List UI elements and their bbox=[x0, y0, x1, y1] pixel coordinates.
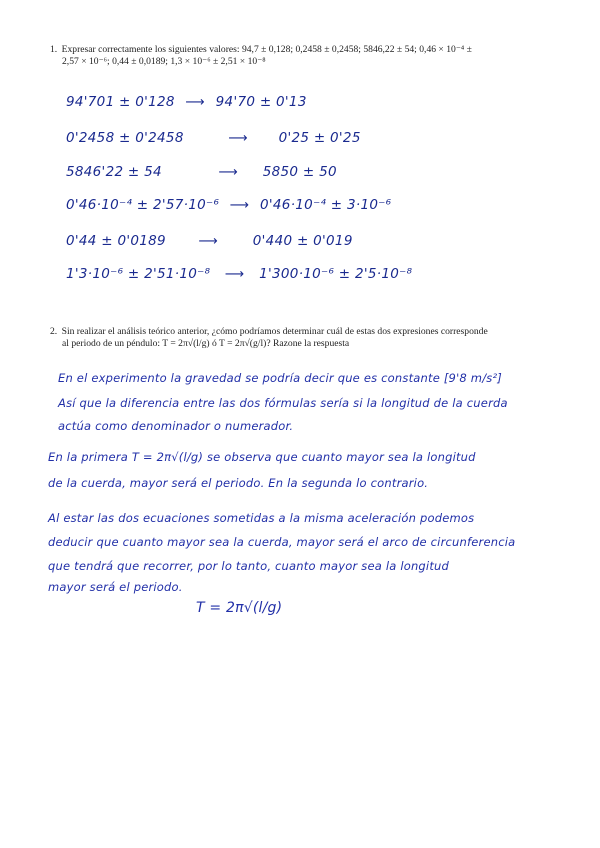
answer-original: 94'701 ± 0'128 bbox=[66, 94, 175, 110]
answer-original: 1'3·10⁻⁶ ± 2'51·10⁻⁸ bbox=[66, 266, 211, 282]
answer-original: 0'2458 ± 0'2458 bbox=[66, 130, 184, 146]
answer-2-line-2: Así que la diferencia entre las dos fórmulas sería si la longitud de la cuerda bbox=[58, 396, 508, 410]
answer-2-line-1: En el experimento la gravedad se podría decir que es constante [9'8 m/s²] bbox=[58, 371, 502, 385]
answer-result: 0'46·10⁻⁴ ± 3·10⁻⁶ bbox=[260, 197, 392, 213]
answer-result: 0'25 ± 0'25 bbox=[278, 130, 361, 146]
answer-result: 94'70 ± 0'13 bbox=[215, 94, 307, 110]
answer-2-line-4: En la primera T = 2π√(l/g) se observa que cuanto mayor sea la longitud bbox=[48, 450, 476, 464]
question-2 bbox=[50, 326, 550, 350]
arrow-icon: ⟶ bbox=[185, 94, 206, 110]
answer-1-row-6 bbox=[66, 266, 412, 282]
arrow-icon: ⟶ bbox=[198, 233, 219, 249]
answer-2-line-8: que tendrá que recorrer, por lo tanto, cuanto mayor sea la longitud bbox=[48, 559, 450, 573]
answer-2-line-7: deducir que cuanto mayor sea la cuerda, mayor será el arco de circunferencia bbox=[48, 535, 516, 549]
answer-2-line-5: de la cuerda, mayor será el periodo. En la segunda lo contrario. bbox=[48, 476, 429, 490]
question-2-number: 2. bbox=[50, 326, 58, 337]
answer-result: 5850 ± 50 bbox=[262, 164, 337, 180]
question-1-number: 1. bbox=[50, 44, 58, 55]
question-1-line-2: 2,57 × 10⁻⁶; 0,44 ± 0,0189; 1,3 × 10⁻⁶ ± 2,51 × 10⁻⁸ bbox=[62, 56, 266, 67]
answer-1-row-3 bbox=[66, 164, 337, 180]
answer-result: 1'300·10⁻⁶ ± 2'5·10⁻⁸ bbox=[259, 266, 413, 282]
answer-2-line-9: mayor será el periodo. bbox=[48, 580, 183, 594]
question-2-line-1: Sin realizar el análisis teórico anterior, ¿cómo podríamos determinar cuál de estas dos expresiones corresponde bbox=[61, 326, 488, 337]
answer-result: 0'440 ± 0'019 bbox=[252, 233, 353, 249]
answer-2-line-6: Al estar las dos ecuaciones sometidas a la misma aceleración podemos bbox=[48, 511, 475, 525]
answer-original: 0'46·10⁻⁴ ± 2'57·10⁻⁶ bbox=[66, 197, 220, 213]
answer-1-row-4 bbox=[66, 197, 391, 213]
question-1 bbox=[50, 44, 550, 68]
question-2-line-2: al periodo de un péndulo: T = 2π√(l/g) ó T = 2π√(g/l)? Razone la respuesta bbox=[62, 338, 350, 349]
answer-1-row-2 bbox=[66, 130, 361, 146]
question-1-line-1: Expresar correctamente los siguientes valores: 94,7 ± 0,128; 0,2458 ± 0,2458; 5846,22 ± 54; 0,46 × 10⁻⁴ ± bbox=[61, 44, 472, 55]
arrow-icon: ⟶ bbox=[229, 197, 250, 213]
answer-original: 0'44 ± 0'0189 bbox=[66, 233, 166, 249]
answer-2-formula: T = 2π√(l/g) bbox=[196, 600, 283, 616]
answer-1-row-5 bbox=[66, 233, 353, 249]
arrow-icon: ⟶ bbox=[228, 130, 248, 146]
arrow-icon: ⟶ bbox=[218, 164, 239, 180]
answer-1-row-1 bbox=[66, 94, 307, 110]
arrow-icon: ⟶ bbox=[224, 266, 245, 282]
answer-2-line-3: actúa como denominador o numerador. bbox=[58, 419, 294, 433]
answer-original: 5846'22 ± 54 bbox=[66, 164, 162, 180]
